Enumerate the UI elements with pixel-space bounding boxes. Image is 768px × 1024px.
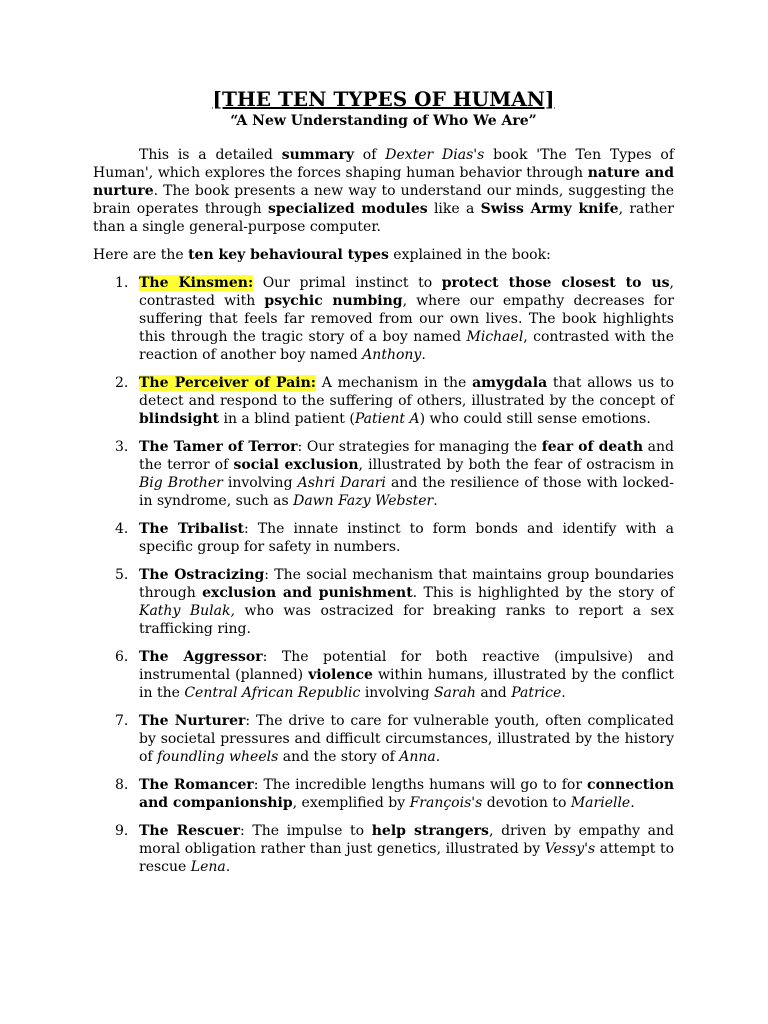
intro-italic: Dexter Dias's xyxy=(385,147,485,163)
item-text: : The potential for both reactive (impulsive) and instrumental (planned) xyxy=(139,649,674,683)
types-list xyxy=(93,274,674,876)
item-text: : The drive to care for vulnerable youth, often complicated by societal pressures and difficult circumstances, illustrated by the history of xyxy=(139,713,674,765)
item-italic: Anthony xyxy=(362,347,422,363)
item-bold: violence xyxy=(308,667,373,683)
item-bold: help strangers xyxy=(371,823,489,839)
type-name: The Nurturer xyxy=(139,713,246,729)
item-text: : The impulse to xyxy=(240,823,372,839)
document-subtitle: “A New Understanding of Who We Are” xyxy=(230,113,537,129)
item-italic: Central African Republic xyxy=(184,685,361,701)
lead-text: explained in the book: xyxy=(388,247,551,263)
list-item-nurturer xyxy=(93,712,674,766)
list-number: 3. xyxy=(115,439,129,455)
item-text: . xyxy=(225,859,231,875)
item-italic: Big Brother xyxy=(139,475,223,491)
item-text: within humans, illustrated by the conflict in the xyxy=(139,667,674,701)
item-bold: psychic numbing xyxy=(264,293,403,309)
list-item-tamer-of-terror xyxy=(93,438,674,510)
item-text: that allows us to detect and respond to the suffering of others, illustrated by the concept of xyxy=(139,375,674,409)
intro-paragraph xyxy=(93,146,674,236)
item-italic: Dawn Fazy Webster xyxy=(293,493,434,509)
item-italic: Kathy Bulak, xyxy=(139,603,235,619)
item-text: Our primal instinct to xyxy=(253,275,442,291)
list-number: 4. xyxy=(115,521,129,537)
list-item-ostracizing xyxy=(93,566,674,638)
type-colon: : xyxy=(247,275,254,291)
item-text: involving xyxy=(360,685,434,701)
list-item-kinsmen xyxy=(93,274,674,364)
item-text: . xyxy=(435,749,441,765)
item-text: attempt to rescue xyxy=(139,841,675,875)
item-text: and the terror of xyxy=(139,439,674,473)
item-text: who was ostracized for breaking ranks to report a sex trafficking ring. xyxy=(139,603,675,637)
list-number: 6. xyxy=(115,649,129,665)
type-name: The Romancer xyxy=(139,777,254,793)
list-lead-paragraph xyxy=(93,246,674,264)
item-italic: Patient A xyxy=(354,411,420,427)
item-italic: Sarah xyxy=(433,685,476,701)
intro-bold: nature and nurture xyxy=(93,165,674,199)
item-text: : The innate instinct to form bonds and identify with a specific group for safety in numbers. xyxy=(139,521,674,555)
item-italic: Patrice xyxy=(511,685,562,701)
intro-bold: Swiss Army knife xyxy=(480,201,619,217)
item-text: . This is highlighted by the story of xyxy=(412,585,674,601)
list-number: 8. xyxy=(115,777,129,793)
item-text: and the resilience of those with locked-in syndrome, such as xyxy=(139,475,674,509)
intro-text: like a xyxy=(427,201,481,217)
item-text: devotion to xyxy=(482,795,571,811)
item-bold: exclusion and punishment xyxy=(202,585,413,601)
item-text: involving xyxy=(222,475,298,491)
item-italic: Michael xyxy=(466,329,524,345)
item-bold: amygdala xyxy=(472,375,548,391)
item-bold: fear of death xyxy=(541,439,644,455)
item-text: , contrasted with xyxy=(139,275,674,309)
item-text: , exemplified by xyxy=(292,795,410,811)
list-item-tribalist xyxy=(93,520,674,556)
item-text: ) who could still sense emotions. xyxy=(419,411,651,427)
type-name: The Ostracizing xyxy=(139,567,265,583)
item-italic: Marielle xyxy=(570,795,631,811)
item-text: : The social mechanism that maintains group boundaries through xyxy=(139,567,674,601)
type-colon: : xyxy=(310,375,316,391)
item-italic: Ashri Darari xyxy=(297,475,386,491)
item-italic: Anna xyxy=(399,749,436,765)
item-text: . xyxy=(630,795,635,811)
type-name: The Kinsmen xyxy=(139,275,248,291)
item-bold: protect those closest to us xyxy=(441,275,670,291)
item-italic: foundling wheels xyxy=(157,749,279,765)
type-name: The Rescuer xyxy=(139,823,240,839)
item-italic: Lena xyxy=(190,859,226,875)
type-name-highlighted xyxy=(139,275,253,291)
intro-text: , rather than a single general-purpose computer. xyxy=(93,201,674,235)
type-name: The Tamer of Terror xyxy=(139,439,298,455)
intro-text: book 'The Ten Types of Human', which explores the forces shaping human behavior through xyxy=(93,147,674,181)
document-page xyxy=(93,88,674,886)
intro-text: of xyxy=(353,147,386,163)
item-bold: social exclusion xyxy=(233,457,359,473)
list-number: 1. xyxy=(115,275,129,291)
list-item-rescuer xyxy=(93,822,674,876)
document-title: [THE TEN TYPES OF HUMAN] xyxy=(212,87,555,111)
lead-bold: ten key behavioural types xyxy=(188,247,389,263)
type-name: The Aggressor xyxy=(139,649,263,665)
item-italic: Vessy's xyxy=(544,841,596,857)
intro-bold: specialized modules xyxy=(267,201,428,217)
item-text: , driven by empathy and moral obligation rather than just genetics, illustrated by xyxy=(139,823,675,857)
item-bold: connection and companionship xyxy=(139,777,674,811)
list-number: 2. xyxy=(115,375,129,391)
type-name: The Tribalist xyxy=(139,521,244,537)
item-bold: blindsight xyxy=(139,411,220,427)
item-text: . xyxy=(561,685,566,701)
item-text: : Our strategies for managing the xyxy=(297,439,542,455)
item-text: , illustrated by both the fear of ostracism in xyxy=(358,457,674,473)
item-text: and xyxy=(475,685,512,701)
list-number: 5. xyxy=(115,567,129,583)
type-name-highlighted xyxy=(139,375,316,391)
item-text: . xyxy=(433,493,438,509)
item-italic: François's xyxy=(409,795,483,811)
list-item-perceiver-of-pain xyxy=(93,374,674,428)
list-number: 7. xyxy=(115,713,129,729)
item-text: , contrasted with the reaction of another boy named xyxy=(139,329,674,363)
lead-text: Here are the xyxy=(93,247,189,263)
item-text: : The incredible lengths humans will go to for xyxy=(253,777,588,793)
intro-text: This is a detailed xyxy=(139,147,282,163)
type-name: The Perceiver of Pain xyxy=(139,375,311,391)
intro-text: . The book presents a new way to understand our minds, suggesting the brain operates through xyxy=(93,183,674,217)
list-item-aggressor xyxy=(93,648,674,702)
item-text: in a blind patient ( xyxy=(219,411,355,427)
item-text: . xyxy=(421,347,426,363)
item-text: A mechanism in the xyxy=(315,375,473,391)
list-number: 9. xyxy=(115,823,129,839)
list-item-romancer xyxy=(93,776,674,812)
item-text: , where our empathy decreases for suffering that feels far removed from our own lives. The book highlights this through the tragic story of a boy named xyxy=(139,293,674,345)
item-text: and the story of xyxy=(278,749,400,765)
intro-bold: summary xyxy=(281,147,354,163)
